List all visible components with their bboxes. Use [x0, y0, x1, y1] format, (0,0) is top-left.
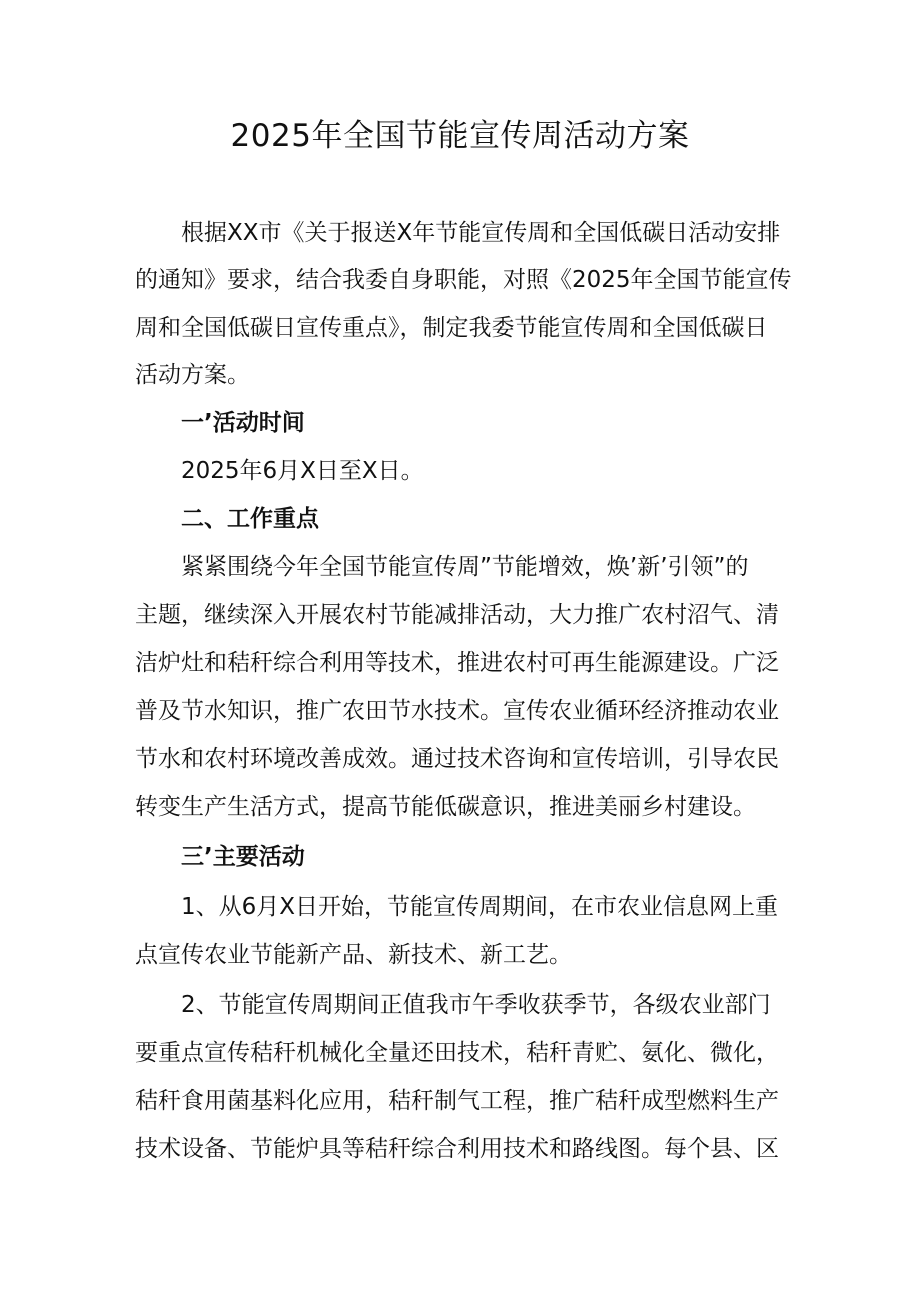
line-text: 周和全国低碳日宣传重点》，制定我委节能宣传周和全国低碳日 — [135, 315, 768, 341]
line-text: 技术设备、节能炉具等秸秆综合利用技术和路线图。每个县、区 — [135, 1136, 779, 1162]
line-text: 普及节水知识，推广农田节水技术。宣传农业循环经济推动农业 — [135, 698, 779, 724]
line-text: 秸秆食用菌基料化应用，秸秆制气工程，推广秸秆成型燃料生产 — [135, 1088, 779, 1114]
line-text: 2、节能宣传周期间正值我市午季收获季节，各级农业部门 — [181, 992, 771, 1018]
document-title: 2025年全国节能宣传周活动方案 — [230, 118, 690, 154]
section-heading-text: 一’活动时间 — [181, 410, 305, 436]
line-text: 1、从6月X日开始，节能宣传周期间，在市农业信息网上重 — [181, 894, 779, 920]
line-text: 2025年6月X日至X日。 — [181, 458, 424, 484]
section-heading-text: 三’主要活动 — [181, 844, 305, 870]
line-text: 的通知》要求，结合我委自身职能，对照《2025年全国节能宣传 — [135, 267, 792, 293]
line-text: 主题，继续深入开展农村节能减排活动，大力推广农村沼气、清 — [135, 602, 779, 628]
line-text: 紧紧围绕今年全国节能宣传周”节能增效，焕’新’引领”的 — [181, 554, 749, 580]
line-text: 点宣传农业节能新产品、新技术、新工艺。 — [135, 942, 572, 968]
line-text: 根据XX市《关于报送X年节能宣传周和全国低碳日活动安排 — [181, 220, 781, 246]
line-text: 转变生产生活方式，提高节能低碳意识，推进美丽乡村建设。 — [135, 794, 756, 820]
section-heading-text: 二、工作重点 — [181, 506, 319, 532]
line-text: 洁炉灶和秸秆综合利用等技术，推进农村可再生能源建设。广泛 — [135, 650, 779, 676]
line-text: 节水和农村环境改善成效。通过技术咨询和宣传培训，引导农民 — [135, 746, 779, 772]
line-text: 活动方案。 — [135, 362, 250, 388]
line-text: 要重点宣传秸秆机械化全量还田技术，秸秆青贮、氨化、微化， — [135, 1040, 779, 1066]
